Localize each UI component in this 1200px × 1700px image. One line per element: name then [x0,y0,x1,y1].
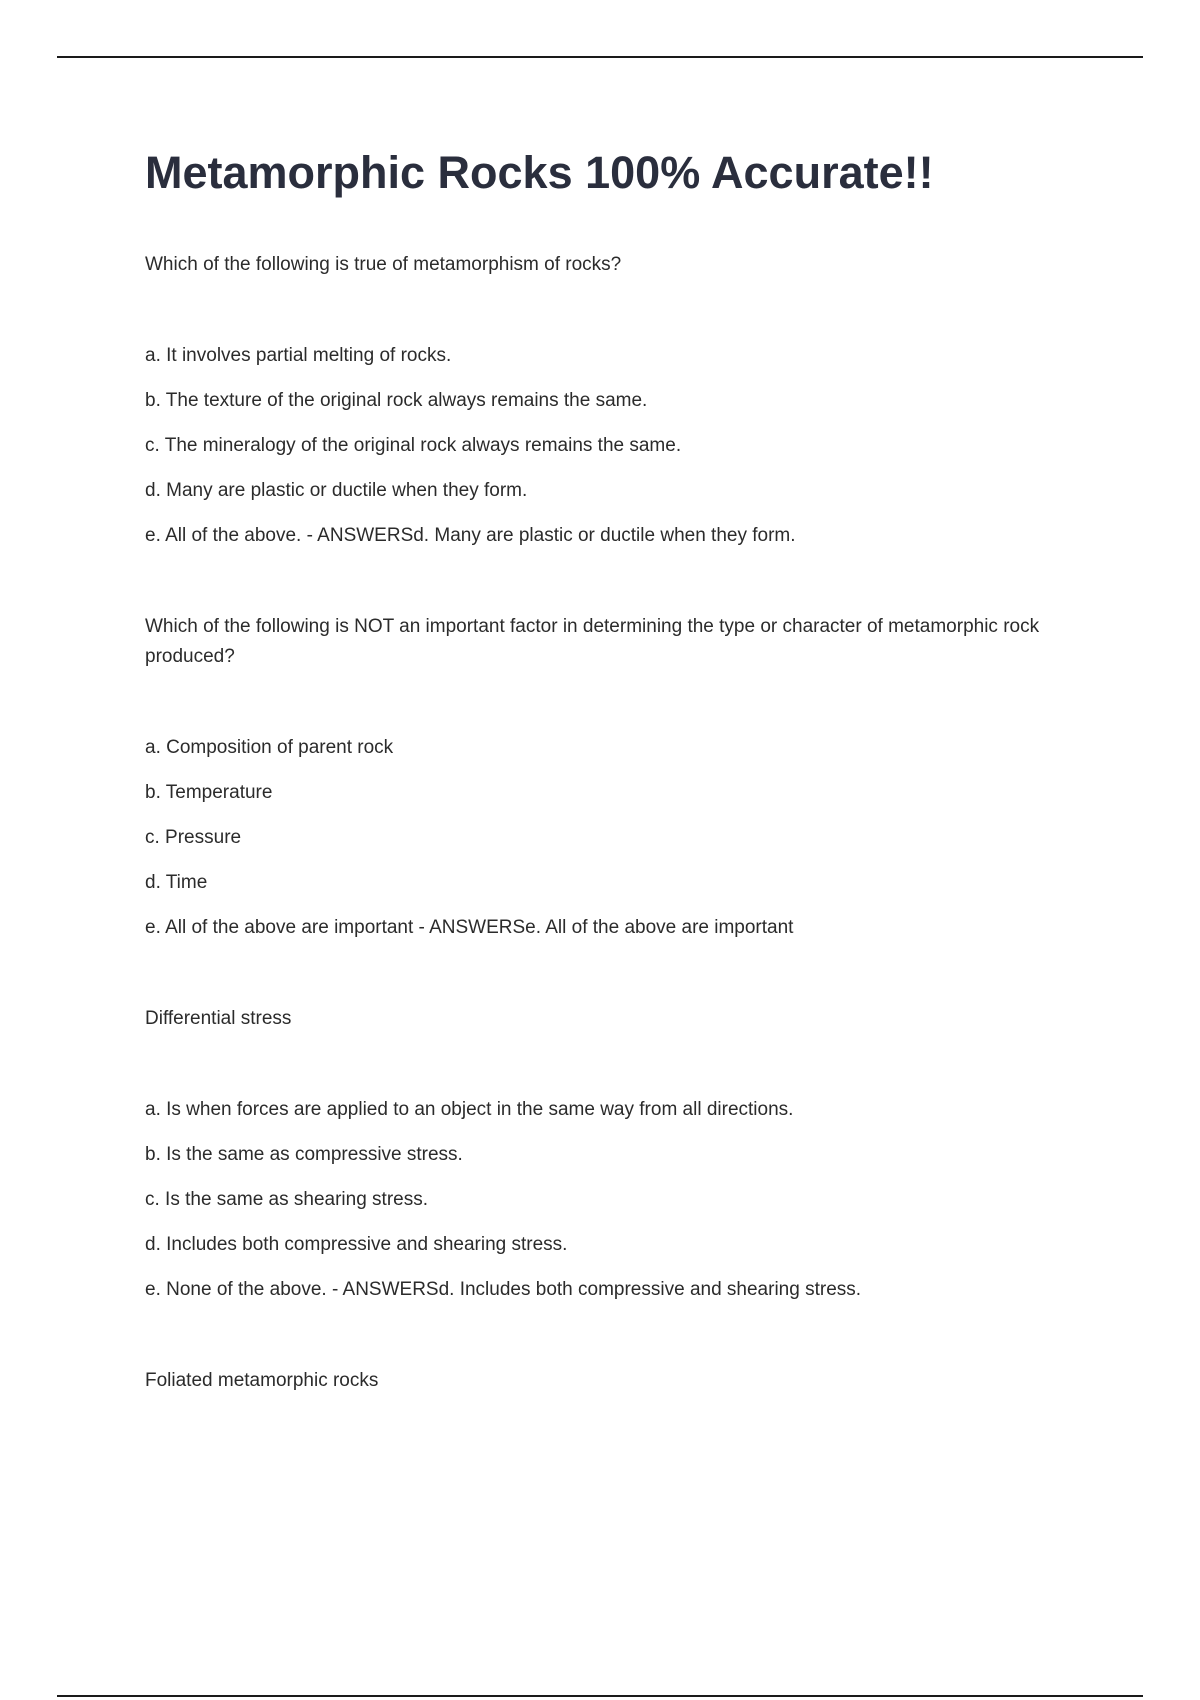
answer-option-with-answer: e. None of the above. - ANSWERSd. Includes both compressive and shearing stress. [145,1279,862,1300]
answer-option: a. Composition of parent rock [145,737,394,758]
answer-option: a. It involves partial melting of rocks. [145,345,452,366]
bottom-rule [57,1695,1143,1697]
answer-option: b. Temperature [145,782,273,803]
question-4 [145,1366,1085,1396]
question-3 [145,1004,1085,1305]
question-2 [145,612,1085,943]
question-text: Which of the following is NOT an important factor in determining the type or character of metamorphic rock produced? [145,616,1040,667]
top-rule [57,56,1143,58]
answer-option: b. Is the same as compressive stress. [145,1144,463,1165]
question-text: Differential stress [145,1008,292,1029]
question-text: Foliated metamorphic rocks [145,1370,379,1391]
answer-option: c. Pressure [145,827,242,848]
answer-option: c. Is the same as shearing stress. [145,1189,429,1210]
question-1 [145,250,1085,551]
question-text: Which of the following is true of metamorphism of rocks? [145,254,622,275]
answer-option: d. Time [145,872,208,893]
answer-option: c. The mineralogy of the original rock always remains the same. [145,435,682,456]
answer-option: d. Includes both compressive and shearing stress. [145,1234,568,1255]
answer-option-with-answer: e. All of the above. - ANSWERSd. Many are plastic or ductile when they form. [145,525,796,546]
answer-option: b. The texture of the original rock always remains the same. [145,390,648,411]
document-body [145,138,1085,1457]
answer-option: d. Many are plastic or ductile when they form. [145,480,528,501]
answer-option-with-answer: e. All of the above are important - ANSWERSe. All of the above are important [145,917,794,938]
document-title: Metamorphic Rocks 100% Accurate!! [145,147,934,198]
answer-option: a. Is when forces are applied to an object in the same way from all directions. [145,1099,794,1120]
